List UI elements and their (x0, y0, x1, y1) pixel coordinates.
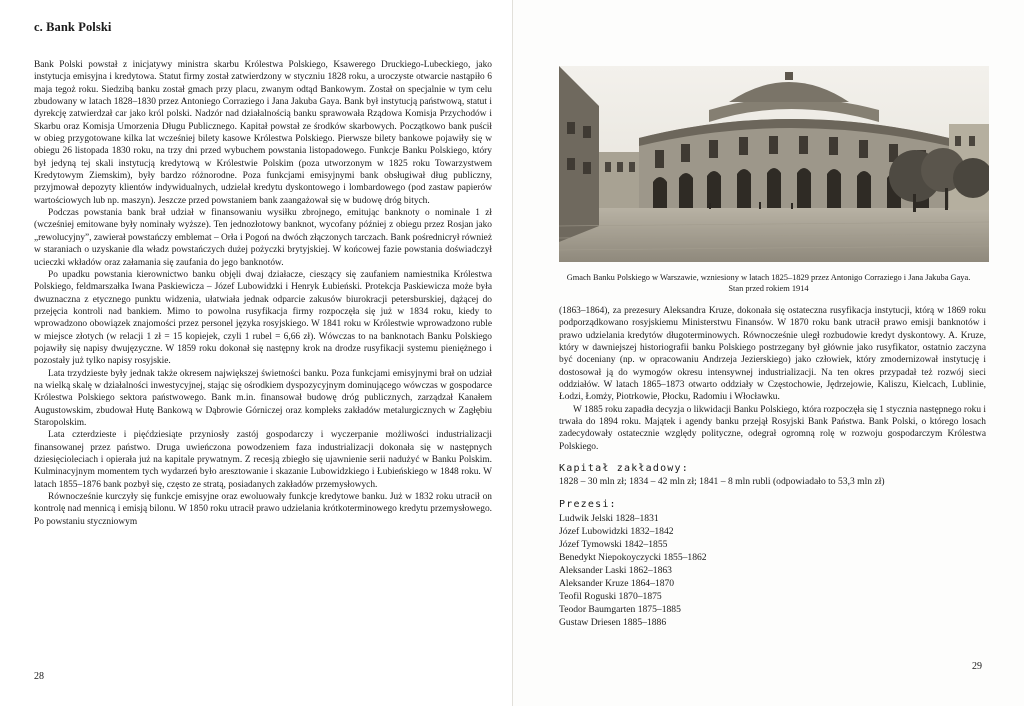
paragraph: Po upadku powstania kierownictwo banku objęli dwaj działacze, cieszący się zaufaniem namiestnika Królestwa Polskiego, feldmarszałka Iwana Paskiewicza – Józef Lubowidzki i Henryk Łubieński. Protekcja Paskiewicza może była dwuznaczna z etycznego punktu widzenia, ułatwiała jednak odparcie zakusów biurokracji petersburskiej, dążącej do przejęcia kontroli nad bankiem. Mimo to powolna rusyfikacja firmy rozpoczęła się już w 1834 roku, kiedy to wprowadzono obowiązek znajomości przez personel języka rosyjskiego. W 1841 roku w Królestwie wprowadzono ruble w miejsce złotych (w relacji 1 zł = 15 kopiejek, czyli 1 rubel = 6,66 zł). Wówczas to na banknotach Banku Polskiego pojawiły się napisy dwujęzyczne. W 1859 roku dokonał się następny krok na drodze rusyfikacji systemu pieniężnego i pozostały już tylko napisy rosyjskie. (34, 269, 492, 367)
capital-line: 1828 – 30 mln zł; 1834 – 42 mln zł; 1841 – 8 mln rubli (odpowiadało to 53,3 mln zł) (559, 476, 885, 488)
page-number: 28 (34, 671, 44, 682)
paragraph: W 1885 roku zapadła decyzja o likwidacji Banku Polskiego, która rozpoczęła się 1 stycznia następnego roku i trwała do 1894 roku. Majątek i agendy banku przejął Rosyjski Bank Państwa. Bank Polski, o którego losach zadecydowały ostatecznie względy polityczne, odegrał ogromną rolę w rozwoju gospodarczym Królestwa Polskiego. (559, 404, 986, 452)
bank-building-photo-icon (559, 66, 989, 262)
paragraph: Podczas powstania bank brał udział w finansowaniu wysiłku zbrojnego, emitując banknoty o nominale 1 zł (wcześniej emitowane były nominały wyższe). Ten jednozłotowy banknot, wycofany później z obiegu przez Rosjan jako „rewolucyjny”, zawierał powstańczy emblemat – Orła i Pogoń na dwóch złączonych tarczach. Bank pośrednicrył również w staraniach o uzyskanie dla władz powstańczych dużej pożyczki brytyjskiej. W końcowej fazie powstania doświadczył ucieczki wkładów oraz załamania się zaufania do jego banknotów. (34, 208, 492, 268)
page-number: 29 (972, 661, 982, 672)
paragraph: Równocześnie kurczyły się funkcje emisyjne oraz ewoluowały funkcje kredytowe banku. Już w 1832 roku utracił on kontrolę nad mennicą i emisją bilonu. W 1850 roku utracił prawo udzielania krótkoterminowego kredytu przemysłowego. Po powstaniu styczniowym (34, 492, 492, 527)
list-item: Józef Tymowski 1842–1855 (559, 538, 668, 550)
list-item: Aleksander Kruze 1864–1870 (559, 577, 675, 589)
list-item: Teofil Roguski 1870–1875 (559, 590, 662, 602)
paragraph: Lata czterdzieste i pięćdziesiąte przyniosły zastój gospodarczy i wyczerpanie możliwości industrializacji finansowanej przez państwo. Druga uwieńczona powodzeniem faza industrializacji dokonała się w następnych dziesięcioleciach i opierała już na kapitale prywatnym. Z recesją zbiegło się ujawnienie serii nadużyć w Banku Polskim. Kulminacyjnym momentem tych wydarzeń było aresztowanie i skazanie Lubowidzkiego i Łubieńskiego w 1848 roku. W latach 1855–1876 bank pozbył się, często ze stratą, posiadanych zakładów przemysłowych. (34, 430, 492, 490)
figure-caption: Gmach Banku Polskiego w Warszawie, wzniesiony w latach 1825–1829 przez Antonigo Corraziego i Jana Jakuba Gaya. Stan przed rokiem 1914 (566, 273, 971, 293)
paragraph: Bank Polski powstał z inicjatywy ministra skarbu Królestwa Polskiego, Ksawerego Druckiego-Lubeckiego, jako instytucja emisyjna i kredytowa. Statut firmy został zatwierdzony w styczniu 1828 roku, a uroczyste otwarcie nastąpiło 6 maja tegoż roku. Siedzibą banku został gmach przy placu, zwanym odtąd Bankowym. Został on specjalnie w tym celu zbudowany w latach 1828–1830 przez Antoniego Corraziego i Jana Jakuba Gaya. Bank był instytucją państwową, statut i dyrekcję zatwierdzał car jako król polski. Nadzór nad działalnością banku sprawowała Rządowa Komisja Przychodów i Skarbu oraz Komisja Umorzenia Długu Publicznego. Kapitał powstał ze środków skarbowych. Początkowo bank puścił w obieg przygotowane kilka lat wcześniej bilety kasowe Królestwa Polskiego. Pierwsze bilety bankowe pojawiły się w obiegu 26 listopada 1830 roku, na trzy dni przed wybuchem powstania listopadowego. Funkcje Banku Polskiego, który był jedyną tej skali instytucją kredytową w Królestwie Polskim (poza utworzonym w 1825 roku Towarzystwem Kredytowym Ziemskim), były bardzo różnorodne. Poza funkcjami emisyjnymi bank obsługiwał dług publiczny, przyjmował depozyty klientów indywidualnych, udzielał kredytu dyskontowego i lombardowego (pod zastaw papierów wartościowych lub np. maszyn). Jeszcze przed powstaniem bank zaangażował się w budowę dróg bitych. (34, 60, 492, 206)
right-page (512, 0, 1024, 706)
list-item: Gustaw Driesen 1885–1886 (559, 616, 667, 628)
paragraph: Lata trzydzieste były jednak także okresem największej świetności banku. Poza funkcjami emisyjnymi brał on udział na wielką skalę w działalności inwestycyjnej, stając się ośrodkiem dyspozycyjnym dominującego wówczas w gospodarce Królestwa Polskiego sektora państwowego. Bank m.in. finansował budowę dróg publicznych, zarządzał Kanałem Augustowskim, zbudował Hutę Bankową w Dąbrowie Górniczej oraz kompleks zakładów metalurgicznych w Zagłębiu Staropolskim. (34, 368, 492, 428)
list-item: Benedykt Niepokoyczycki 1855–1862 (559, 551, 707, 563)
list-item: Aleksander Laski 1862–1863 (559, 564, 672, 576)
list-item: Ludwik Jelski 1828–1831 (559, 512, 659, 524)
section-title: c. Bank Polski (34, 20, 112, 34)
paragraph: (1863–1864), za prezesury Aleksandra Kruze, dokonała się ostateczna rusyfikacja instytucji, którą w 1869 roku podporządkowano rosyjskiemu Ministerstwu Finansów. W 1870 roku bank utracił prawo emisji banknotów i prawo udzielania kredytów długoterminowych. Równocześnie uległ rozbudowie kredyt dyskontowy. A. Kruze, który w dawniejszej historiografii banku Polskiego postrzegany był głównie jako rusyfikator, ostatnio zaczyna być doceniany (np. w opracowaniu Andrzeja Jezierskiego) jako człowiek, który zmodernizował instytucję i dostosował ją do wymogów okresu intensywnej industrializacji. Na ten okres przypadał też rozwój sieci oddziałów. W latach 1865–1873 otwarto oddziały w Częstochowie, Jędrzejowie, Kaliszu, Kielcach, Lublinie, Łodzi, Łomży, Piotrkowie, Płocku, Radomiu i Włocławku. (559, 306, 986, 403)
capital-heading: Kapitał zakładowy: (559, 463, 689, 475)
right-text-block (559, 305, 986, 629)
presidents-list (559, 512, 986, 629)
list-item: Teodor Baumgarten 1875–1885 (559, 603, 681, 615)
presidents-heading: Prezesi: (559, 498, 617, 510)
list-item: Józef Lubowidzki 1832–1842 (559, 525, 674, 537)
